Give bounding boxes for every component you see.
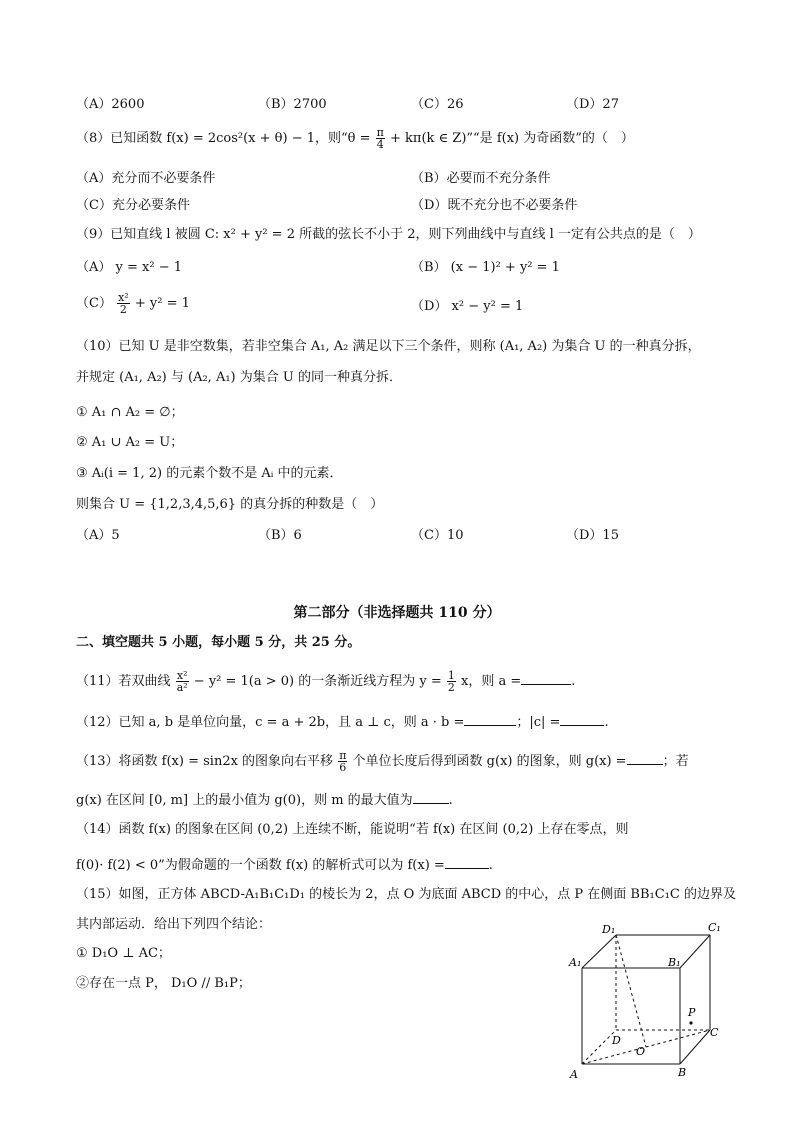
q9-option-a: （A） y = x² − 1 [76, 260, 182, 275]
cube-edge-a1d1 [582, 935, 616, 968]
section2-heading: 二、填空题共 5 小题，每小题 5 分，共 25 分。 [76, 635, 361, 650]
cube-label-c: C [710, 1026, 719, 1039]
q8-option-a: （A）充分而不必要条件 [76, 171, 216, 186]
cube-edge-b1c1 [680, 935, 710, 968]
q7-option-b: （B）2700 [258, 97, 327, 112]
q15-conclusion-1: ① D₁O ⊥ AC； [76, 946, 171, 961]
q12-stem: （12）已知 a, b 是单位向量，c = a + 2b，且 a ⊥ c，则 a · b = ；|c| = . [76, 712, 609, 732]
q9-option-d: （D） x² − y² = 1 [411, 299, 524, 314]
q13-line1: （13）将函数 f(x) = sin2x 的图象向右平移 $\frac{\pi}{6}$ 个单位长度后得到函数 g(x) 的图象，则 g(x) = ；若 [76, 749, 689, 774]
q11-stem: （11）若双曲线 $\frac{\text{x²}}{\text{a²}}$ − y² = 1(a > 0) 的一条渐近线方程为 y = $\frac{1}{2}$ x，则 a = . [76, 669, 576, 694]
q9-c-fraction: $\frac{\text{x²}}{2}$ [118, 291, 129, 316]
q13-answer-blank-2[interactable] [413, 790, 449, 804]
q10-line2: 并规定 (A₁, A₂) 与 (A₂, A₁) 为集合 U 的同一种真分拆． [76, 370, 402, 385]
cube-label-d: D [612, 1034, 621, 1047]
q10-question: 则集合 U = {1,2,3,4,5,6} 的真分拆的种数是（ ） [76, 497, 384, 512]
q13-answer-blank-1[interactable] [627, 751, 663, 765]
q10-condition-1: ① A₁ ∩ A₂ = ∅； [76, 405, 184, 420]
q10-line1: （10）已知 U 是非空数集，若非空集合 A₁, A₂ 满足以下三个条件，则称 (A₁, A₂) 为集合 U 的一种真分拆， [76, 339, 701, 354]
q9-option-b: （B） (x − 1)² + y² = 1 [411, 260, 560, 275]
q14-line2: f(0)· f(2) < 0”为假命题的一个函数 f(x) 的解析式可以为 f(x) = . [76, 855, 493, 875]
q10-option-c: （C）10 [411, 528, 464, 543]
cube-edge-bc [680, 1030, 710, 1064]
q11-fraction-2: $\frac{1}{2}$ [447, 669, 455, 694]
q9-stem: （9）已知直线 l 被圆 C: x² + y² = 2 所截的弦长不小于 2，则下列曲线中与直线 l 一定有公共点的是（ ） [76, 227, 701, 242]
cube-label-a1: A₁ [569, 956, 582, 969]
q13-line2: g(x) 在区间 [0, m] 上的最小值为 g(0)，则 m 的最大值为 . [76, 790, 453, 810]
q12-answer-blank-1[interactable] [464, 712, 516, 726]
cube-label-c1: C₁ [708, 921, 721, 934]
part2-title: 第二部分（非选择题共 110 分） [293, 605, 501, 621]
q8-fraction: $\frac{\pi}{4}$ [376, 126, 384, 151]
cube-label-p: P [688, 1006, 696, 1019]
cube-label-b: B [678, 1066, 687, 1079]
cube-label-o: O [636, 1045, 646, 1058]
cube-label-a: A [570, 1068, 578, 1081]
q15-line2: 其内部运动．给出下列四个结论： [76, 917, 272, 932]
cube-edge-ad [582, 1030, 616, 1064]
q9-option-c: （C） $\frac{\text{x²}}{2}$ + y² = 1 [76, 291, 190, 316]
q8-option-d: （D）既不充分也不必要条件 [411, 198, 578, 213]
q10-condition-2: ② A₁ ∪ A₂ = U； [76, 435, 184, 450]
cube-point-p [689, 1021, 692, 1024]
cube-label-d1: D₁ [602, 923, 616, 936]
q14-answer-blank[interactable] [445, 855, 489, 869]
q12-answer-blank-2[interactable] [560, 712, 604, 726]
q13-fraction: $\frac{\pi}{6}$ [339, 749, 347, 774]
q15-line1: （15）如图，正方体 ABCD-A₁B₁C₁D₁ 的棱长为 2，点 O 为底面 ABCD 的中心，点 P 在侧面 BB₁C₁C 的边界及 [76, 887, 736, 902]
q10-option-b: （B）6 [258, 528, 302, 543]
q7-option-c: （C）26 [411, 97, 464, 112]
q7-option-d: （D）27 [566, 97, 619, 112]
q14-line1: （14）函数 f(x) 的图象在区间 (0,2) 上连续不断，能说明“若 f(x) 在区间 (0,2) 上存在零点，则 [76, 822, 629, 837]
q10-condition-3: ③ Aᵢ(i = 1, 2) 的元素个数不是 Aᵢ 中的元素． [76, 466, 343, 481]
q10-option-d: （D）15 [566, 528, 619, 543]
q8-option-b: （B）必要而不充分条件 [411, 171, 551, 186]
q11-fraction-1: $\frac{\text{x²}}{\text{a²}}$ [176, 669, 188, 694]
cube-figure [560, 918, 730, 1084]
q10-option-a: （A）5 [76, 528, 120, 543]
q8-stem: （8）已知函数 f(x) = 2cos²(x + θ) − 1，则“θ = $\frac{\pi}{4}$ + kπ(k ∈ Z)”“是 f(x) 为奇函数”的（ ） [76, 126, 634, 151]
q8-option-c: （C）充分必要条件 [76, 198, 190, 213]
cube-label-b1: B₁ [668, 956, 681, 969]
q11-answer-blank[interactable] [521, 671, 571, 685]
q15-conclusion-2: ②存在一点 P， D₁O // B₁P； [76, 976, 251, 991]
q7-option-a: （A）2600 [76, 97, 145, 112]
